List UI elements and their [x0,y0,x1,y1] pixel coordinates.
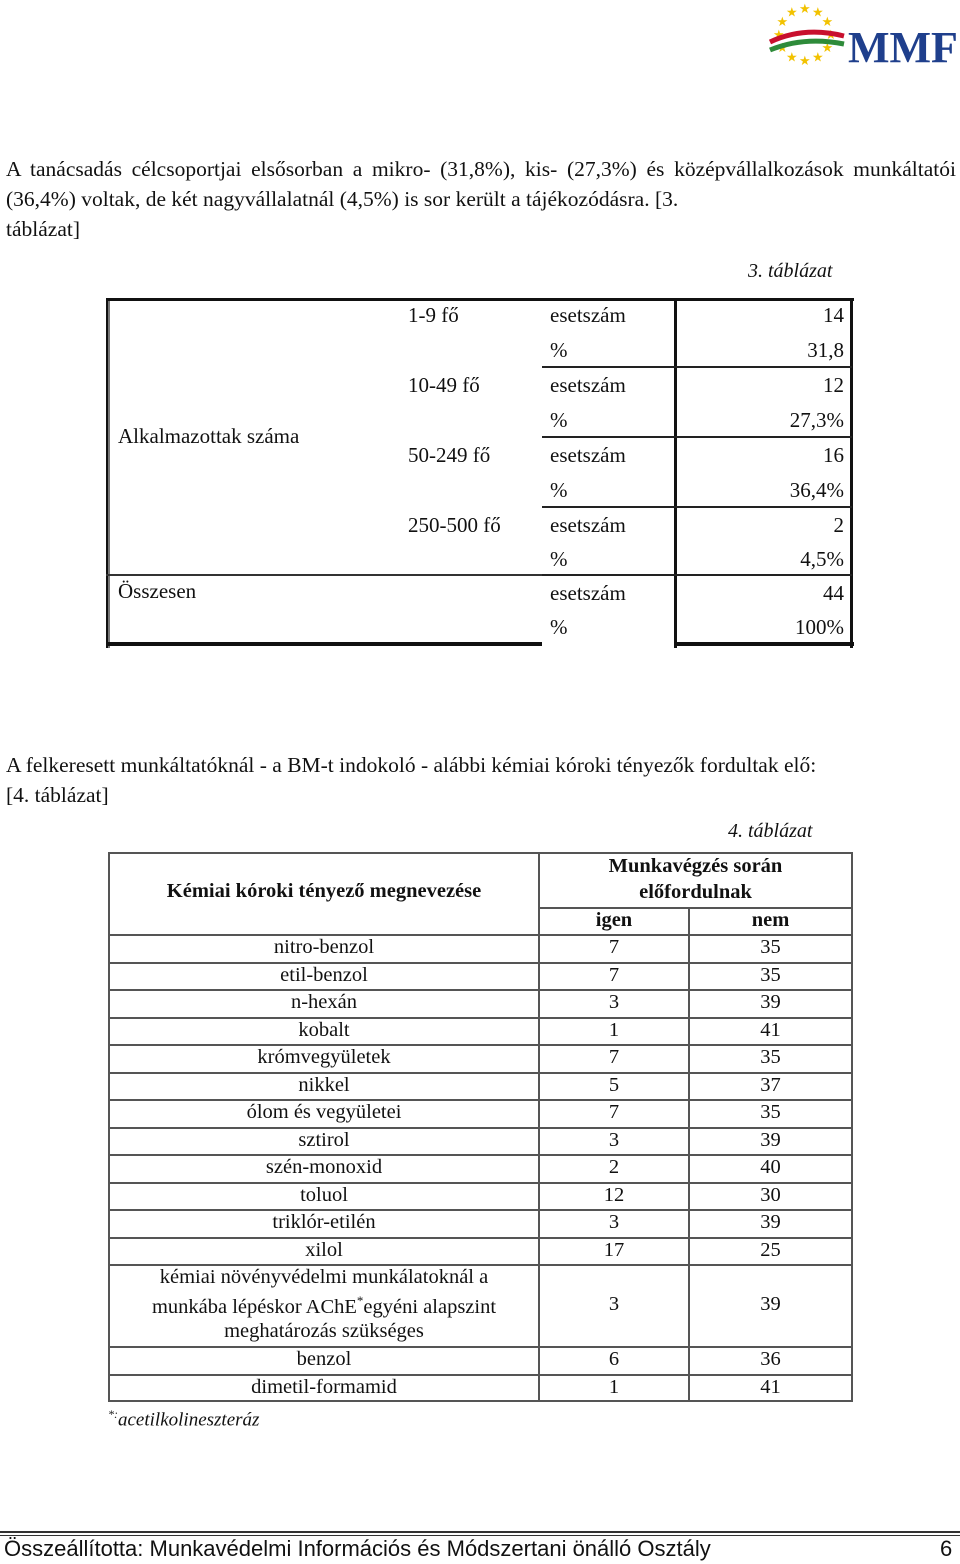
group-label: Alkalmazottak száma [118,424,300,448]
pct-label: % [550,338,568,362]
factor-name: benzol [296,1348,352,1370]
factor-name: kobalt [298,1018,350,1041]
count-yes: 7 [608,936,620,958]
footnote-mark: *: [108,1407,118,1421]
count-no: 25 [760,1238,781,1261]
count-no: 41 [760,1018,781,1041]
count-label: esetszám [550,443,626,467]
head-yes: igen [595,909,633,931]
count-label: esetszám [550,303,626,327]
factors-paragraph [6,750,956,810]
count-yes: 2 [608,1156,620,1178]
intro-paragraph [6,154,956,244]
factor-name-line1: kémiai növényvédelmi munkálatoknál a [159,1266,489,1288]
logo-star: ★ [825,27,837,42]
total-count-label: esetszám [550,581,626,605]
pct-label: % [550,408,568,432]
pct-value: 4,5% [800,547,844,571]
size-50-249: 50-249 fő [408,443,491,467]
logo-star: ★ [786,49,798,65]
intro-text: A tanácsadás célcsoportjai elsősorban a mikro- (31,8%), kis- (27,3%) és középvállalkozások munkáltatói (36,4%) voltak, de két nagyvállalatnál (4,5%) is sor került a tájékozódásra. [3. [6,157,956,211]
count-yes: 12 [603,1183,625,1206]
count-no: 39 [760,1293,781,1315]
count-yes: 3 [608,1128,620,1151]
footer-rule [0,1531,960,1533]
count-no: 35 [760,1101,781,1123]
factor-name-line2a: munkába lépéskor AChE [151,1295,357,1318]
pct-label: % [550,547,568,571]
logo-star: ★ [821,40,834,55]
head-occurrence-1: Munkavégzés során [608,855,783,877]
logo-star: ★ [812,49,824,65]
factor-name: triklór-etilén [272,1211,376,1233]
logo-star: ★ [776,40,789,55]
factor-name: szén-monoxid [265,1156,383,1178]
count-no: 36 [760,1348,781,1370]
logo-star: ★ [773,27,785,42]
table-chemical-factors [108,852,853,1402]
count-no: 39 [760,991,781,1013]
size-10-49: 10-49 fő [408,373,480,397]
factor-name: krómvegyületek [257,1046,391,1068]
mmf-logo-emblem [764,2,958,70]
factor-name-line2b: egyéni alapszint [363,1295,497,1318]
count-yes: 6 [608,1348,620,1370]
intro-text-last: táblázat] [6,217,81,241]
footnote [108,1407,259,1431]
head-factor-name: Kémiai kóroki tényező megnevezése [166,880,482,902]
factor-name-line3: meghatározás szükséges [224,1320,424,1342]
count-no: 40 [760,1156,781,1178]
total-count-value: 44 [823,581,844,605]
footnote-ref: * [356,1293,364,1308]
page-number: 6 [940,1536,953,1561]
factor-name: n-hexán [290,991,358,1013]
count-no: 39 [760,1211,781,1233]
size-1-9: 1-9 fő [408,303,459,327]
mmf-logo [764,2,958,70]
factors-text-last: [4. táblázat] [6,783,109,807]
logo-star: ★ [812,4,824,20]
count-label: esetszám [550,373,626,397]
count-yes: 7 [608,1046,620,1068]
table4-caption: 4. táblázat [728,820,813,842]
total-label: Összesen [118,579,197,603]
factor-name-line2 [110,1293,538,1319]
total-pct-value: 100% [795,615,844,639]
count-no: 41 [760,1375,781,1398]
count-no: 39 [760,1128,781,1151]
count-yes: 1 [608,1375,620,1398]
count-label: esetszám [550,513,626,537]
count-yes: 1 [608,1018,620,1041]
head-occurrence-2: előfordulnak [639,881,752,903]
table3-caption: 3. táblázat [748,260,833,282]
factors-text: A felkeresett munkáltatóknál - a BM-t indokoló - alábbi kémiai kóroki tényezők fordultak elő: [6,753,817,777]
count-value: 16 [823,443,844,467]
head-no: nem [751,909,790,931]
count-no: 30 [760,1183,781,1206]
factor-name: dimetil-formamid [251,1375,397,1398]
count-yes: 5 [608,1073,620,1096]
factor-name: ólom és vegyületei [246,1101,402,1123]
pct-value: 27,3% [789,408,844,432]
factor-name: nikkel [298,1073,350,1096]
count-yes: 3 [608,991,620,1013]
count-yes: 3 [608,1211,620,1233]
count-no: 35 [760,1046,781,1068]
factor-name: toluol [300,1183,348,1206]
count-yes: 7 [608,963,620,986]
pct-label: % [550,478,568,502]
count-no: 35 [760,936,781,958]
factor-name: xilol [305,1238,343,1261]
size-250-500: 250-500 fő [408,513,501,537]
count-yes: 3 [608,1293,620,1315]
logo-star: ★ [799,53,811,68]
logo-star: ★ [776,14,789,29]
factor-name: etil-benzol [280,963,368,986]
logo-star: ★ [821,14,834,29]
pct-value: 36,4% [789,478,844,502]
logo-star: ★ [799,2,811,16]
count-yes: 7 [608,1101,620,1123]
logo-star: ★ [786,4,798,20]
factor-name: sztirol [298,1128,350,1151]
count-no: 37 [760,1073,781,1096]
footnote-text: acetilkolineszteráz [118,1409,260,1431]
count-yes: 17 [603,1238,625,1261]
count-value: 12 [823,373,844,397]
logo-wordmark: MMF [848,23,958,70]
pct-value: 31,8 [807,338,844,362]
count-value: 2 [833,513,844,537]
factor-name: nitro-benzol [273,936,375,958]
total-pct-label: % [550,615,568,639]
count-value: 14 [823,303,844,327]
count-no: 35 [760,963,781,986]
table-employee-count [106,298,854,648]
footer-text: Összeállította: Munkavédelmi Információs és Módszertani önálló Osztály [4,1536,711,1561]
